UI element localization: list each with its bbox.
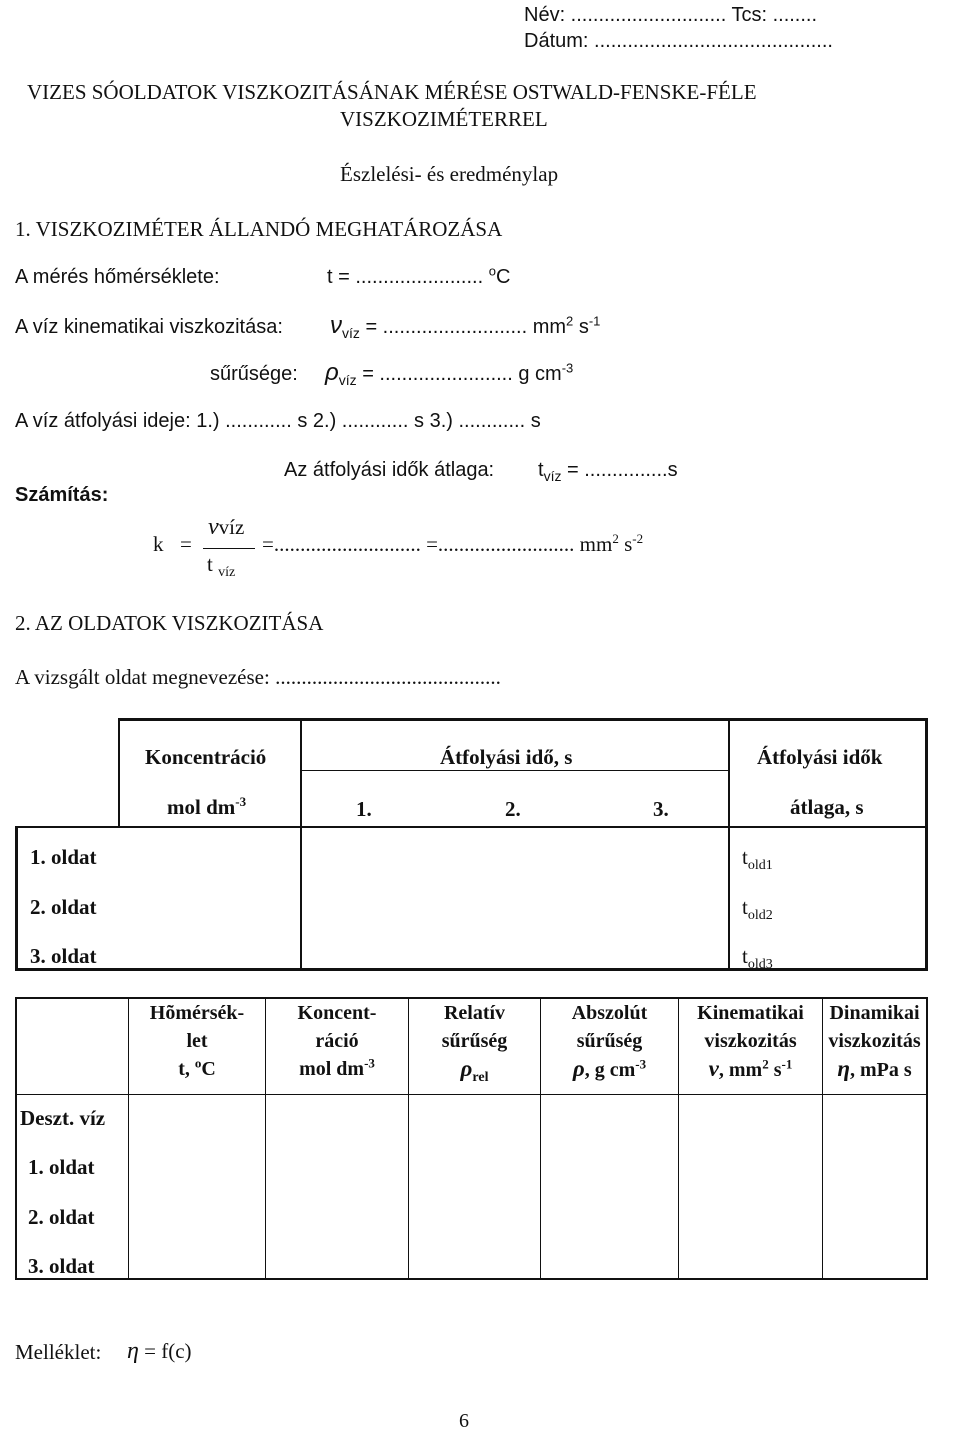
k-numerator: νvíz [208, 514, 245, 540]
section2-heading: 2. AZ OLDATOK VISZKOZITÁSA [15, 611, 324, 635]
solution-name[interactable]: A vizsgált oldat megnevezése: ........................................... [15, 665, 501, 689]
attachment-formula: η = f(c) [127, 1338, 192, 1364]
name-field[interactable]: Név: ............................ Tcs: ........ [524, 4, 818, 26]
kin-visc-value[interactable]: $\nu_{víz}$ = .......................... $mm^2$ $s^{-1}$ [330, 312, 601, 341]
temp-label: A mérés hőmérséklete: [15, 266, 220, 288]
k-value[interactable]: =............................ =.......................... $mm^2$ $s^{-2}$ [262, 531, 644, 556]
col-atlag-2: átlaga, s [790, 795, 864, 819]
table-row: 3. oldat [28, 1254, 95, 1278]
col-koncentracio: Koncent- ráció mol $dm^{-3}$ [297, 1002, 377, 1080]
page-title-line1: VIZES SÓOLDATOK VISZKOZITÁSÁNAK MÉRÉSE OSTWALD-FENSKE-FÉLE [27, 80, 757, 104]
col-1: 1. [356, 797, 372, 821]
table-row: 1. oldat [30, 845, 97, 869]
kin-visc-label: A víz kinematikai viszkozitása: [15, 316, 283, 338]
k-symbol: k [153, 532, 164, 556]
col-3: 3. [653, 797, 669, 821]
col-abszolut-suruseg: Abszolút sűrűség ρ, g $cm^{-3}$ [571, 1002, 648, 1081]
page-number: 6 [459, 1410, 469, 1432]
temp-value[interactable]: t = ....................... $^o$C [327, 263, 511, 288]
col-relativ-suruseg: Relatív sűrűség $\rho_{rel}$ [441, 1002, 508, 1085]
col-atlag-1: Átfolyási idők [757, 745, 883, 769]
date-field[interactable]: Dátum: ........................................... [524, 30, 833, 52]
density-value[interactable]: $\rho_{víz}$ = ........................ g $cm^{-3}$ [325, 359, 574, 388]
col-koncentracio-unit: mol $dm^{-3}$ [167, 794, 247, 819]
section1-heading: 1. VISZKOZIMÉTER ÁLLANDÓ MEGHATÁROZÁSA [15, 217, 503, 241]
table-row: 2. oldat [30, 895, 97, 919]
table-row: Deszt. víz [20, 1106, 106, 1130]
avg-label: Az átfolyási idők átlaga: [284, 459, 495, 481]
table-row: 1. oldat [28, 1155, 95, 1179]
t-old2: $t_{old2}$ [742, 895, 773, 924]
attachment-label: Melléklet: [15, 1340, 102, 1364]
table-row: 2. oldat [28, 1205, 95, 1229]
calc-label: Számítás: [15, 484, 109, 506]
col-atfolyasi-ido: Átfolyási idő, s [440, 745, 573, 769]
density-label: sűrűsége: [210, 363, 298, 385]
flow-times[interactable]: A víz átfolyási ideje: 1.) ............ s 2.) ............ s 3.) ............ s [15, 410, 541, 432]
t-old3: $t_{old3}$ [742, 944, 773, 973]
page-title-line2: VISZKOZIMÉTERREL [340, 107, 548, 131]
col-kinematikai-viszkozitas: Kinematikai viszkozitás ν, $mm^2$ $s^{-1}$ [697, 1002, 804, 1081]
fraction-bar [203, 548, 255, 549]
k-denominator: t $_{víz}$ [207, 552, 236, 581]
avg-value[interactable]: $t_{víz} = ...............s$ [538, 459, 678, 484]
col-homerseklet: Hõmérsék- let t, $^o$C [149, 1002, 245, 1080]
t-old1: $t_{old1}$ [742, 845, 773, 874]
col-dinamikai-viszkozitas: Dinamikai viszkozitás η, mPa s [828, 1002, 921, 1081]
k-equals: = [180, 532, 192, 556]
page-subtitle: Észlelési- és eredménylap [340, 162, 559, 186]
col-koncentracio: Koncentráció [145, 745, 267, 769]
col-2: 2. [505, 797, 521, 821]
table-row: 3. oldat [30, 944, 97, 968]
